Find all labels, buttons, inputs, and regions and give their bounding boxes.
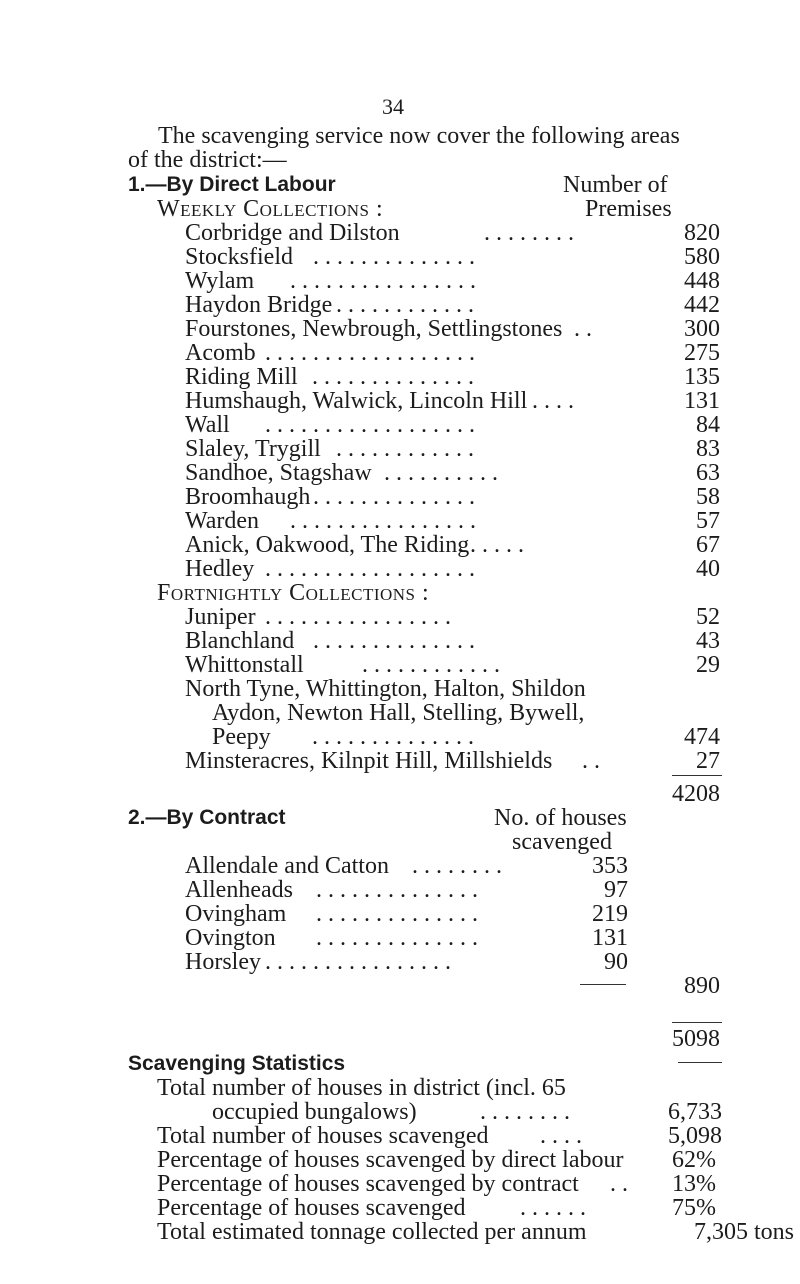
- stat-label: Total number of houses scavenged: [157, 1123, 489, 1149]
- dot-leader: . . . . . . . . . . . . . . . .: [290, 508, 476, 534]
- weekly-collections-label: Weekly Collections :: [157, 196, 384, 222]
- dot-leader: . . . . . . . . . . . . . . . .: [290, 268, 476, 294]
- list-item-value: 300: [684, 316, 720, 342]
- list-item-name: Riding Mill: [185, 364, 298, 390]
- minsteracres-value: 27: [696, 748, 720, 774]
- list-item-name: Anick, Oakwood, The Riding: [185, 532, 470, 558]
- list-item-value: 219: [592, 901, 628, 927]
- list-item-name: Juniper: [185, 604, 256, 630]
- dot-leader: . . . .: [532, 388, 574, 414]
- statistics-heading: Scavenging Statistics: [128, 1052, 346, 1075]
- north-tyne-line-2: Aydon, Newton Hall, Stelling, Bywell,: [212, 700, 585, 726]
- dot-leader: . . . . . . . . . . . . . . . .: [265, 604, 451, 630]
- direct-column-head-1: Number of: [563, 172, 668, 198]
- list-item-value: 442: [684, 292, 720, 318]
- stat-label: Percentage of houses scavenged by contract: [157, 1171, 579, 1197]
- dot-leader: . . . . . .: [458, 532, 524, 558]
- grand-total: 5098: [672, 1026, 720, 1052]
- list-item-value: 67: [696, 532, 720, 558]
- list-item-value: 820: [684, 220, 720, 246]
- stat-label: Percentage of houses scavenged by direct labour: [157, 1147, 624, 1173]
- dot-leader: . . . . . . . . . . . . . . . . . .: [265, 556, 475, 582]
- list-item-value: 131: [684, 388, 720, 414]
- minsteracres-name: Minsteracres, Kilnpit Hill, Millshields: [185, 748, 553, 774]
- dot-leader: . . . . . . . . . . . . . . . . . .: [265, 340, 475, 366]
- list-item-name: Corbridge and Dilston: [185, 220, 400, 246]
- list-item-value: 90: [604, 949, 628, 975]
- stat-label: Total number of houses in district (incl. 65: [157, 1075, 566, 1101]
- list-item-name: Warden: [185, 508, 260, 534]
- list-item-value: 84: [696, 412, 720, 438]
- list-item-value: 353: [592, 853, 628, 879]
- list-item-name: Wall: [185, 412, 230, 438]
- stat-value: 6,733: [668, 1099, 722, 1125]
- dot-leader: . . . . . . . . . . . . . . . . . .: [265, 412, 475, 438]
- list-item-name: Acomb: [185, 340, 256, 366]
- list-item-value: 97: [604, 877, 628, 903]
- list-item-name: Whittonstall: [185, 652, 304, 678]
- contract-heading: 2.—By Contract: [128, 806, 286, 829]
- list-item-value: 43: [696, 628, 720, 654]
- rule-direct-total: [672, 775, 722, 776]
- list-item-name: Allenheads: [185, 877, 293, 903]
- dot-leader: . . . . . . . . . . . . . .: [313, 628, 475, 654]
- list-item-name: Sandhoe, Stagshaw: [185, 460, 372, 486]
- dot-leader: . . . . . . . .: [480, 1099, 570, 1125]
- list-item-value: 63: [696, 460, 720, 486]
- list-item-name: Slaley, Trygill: [185, 436, 321, 462]
- list-item-name: Haydon Bridge: [185, 292, 333, 318]
- contract-column-head-1: No. of houses: [494, 805, 627, 831]
- stat-value: 75%: [672, 1195, 716, 1221]
- list-item-value: 29: [696, 652, 720, 678]
- list-item-name: Broomhaugh: [185, 484, 311, 510]
- dot-leader: . . . . . . . . . . . . . .: [316, 901, 478, 927]
- list-item-name: Hedley: [185, 556, 255, 582]
- list-item-value: 57: [696, 508, 720, 534]
- dot-leader: . . . . . . . . . .: [384, 460, 498, 486]
- dot-leader: . . . . . . . . . . . . . .: [312, 364, 474, 390]
- list-item-name: Stocksfield: [185, 244, 293, 270]
- list-item-name: Horsley: [185, 949, 261, 975]
- list-item-name: Wylam: [185, 268, 255, 294]
- rule-statistics: [678, 1062, 722, 1063]
- list-item-value: 275: [684, 340, 720, 366]
- dot-leader: . .: [574, 316, 592, 342]
- dot-leader: . . . . . . . . . . . .: [336, 292, 474, 318]
- list-item-value: 83: [696, 436, 720, 462]
- rule-contract-subtotal: [580, 984, 626, 985]
- stat-value: 62%: [672, 1147, 716, 1173]
- dot-leader: . . . . . . . . . . . . . .: [313, 244, 475, 270]
- list-item-value: 58: [696, 484, 720, 510]
- dot-leader: . . . . . . . .: [484, 220, 574, 246]
- contract-column-head-2: scavenged: [512, 829, 612, 855]
- dot-leader: . .: [582, 748, 600, 774]
- dot-leader: . . . . . .: [520, 1195, 586, 1221]
- stat-value: 13%: [672, 1171, 716, 1197]
- stat-label: Total estimated tonnage collected per annum: [157, 1219, 587, 1245]
- stat-label: Percentage of houses scavenged: [157, 1195, 466, 1221]
- list-item-value: 135: [684, 364, 720, 390]
- list-item-value: 131: [592, 925, 628, 951]
- list-item-value: 580: [684, 244, 720, 270]
- stat-label-continued: occupied bungalows): [212, 1099, 417, 1125]
- list-item-name: Blanchland: [185, 628, 295, 654]
- stat-value: 5,098: [668, 1123, 722, 1149]
- dot-leader: . . . . . . . . . . . .: [362, 652, 500, 678]
- dot-leader: . . . . . . . . . . . . . .: [312, 724, 474, 750]
- direct-total: 4208: [672, 781, 720, 807]
- dot-leader: . . . . . . . . . . . . . .: [316, 925, 478, 951]
- dot-leader: . . . .: [540, 1123, 582, 1149]
- list-item-value: 52: [696, 604, 720, 630]
- rule-grand-total: [672, 1022, 722, 1023]
- intro-line-1: The scavenging service now cover the following areas: [158, 123, 680, 149]
- dot-leader: . . . . . . . .: [412, 853, 502, 879]
- list-item-name: Fourstones, Newbrough, Settlingstones: [185, 316, 563, 342]
- page-number: 34: [382, 94, 404, 119]
- list-item-name: Allendale and Catton: [185, 853, 389, 879]
- dot-leader: . .: [610, 1171, 628, 1197]
- intro-line-2: of the district:—: [128, 147, 287, 173]
- list-item-name: Ovingham: [185, 901, 287, 927]
- dot-leader: . . . . . . . . . . . .: [336, 436, 474, 462]
- dot-leader: . . . . . . . . . . . . . .: [313, 484, 475, 510]
- north-tyne-value: 474: [684, 724, 720, 750]
- list-item-value: 448: [684, 268, 720, 294]
- north-tyne-line-3: Peepy: [212, 724, 271, 750]
- fortnightly-collections-label: Fortnightly Collections :: [157, 580, 430, 606]
- list-item-name: Ovington: [185, 925, 276, 951]
- contract-total: 890: [684, 973, 720, 999]
- dot-leader: . . . . . . . . . . . . . . . .: [265, 949, 451, 975]
- dot-leader: . . . . . . . . . . . . . .: [316, 877, 478, 903]
- north-tyne-line-1: North Tyne, Whittington, Halton, Shildon: [185, 676, 586, 702]
- direct-labour-heading: 1.—By Direct Labour: [128, 173, 336, 196]
- list-item-name: Humshaugh, Walwick, Lincoln Hill: [185, 388, 528, 414]
- direct-column-head-2: Premises: [585, 196, 672, 222]
- stat-value: 7,305 tons: [693, 1219, 794, 1245]
- list-item-value: 40: [696, 556, 720, 582]
